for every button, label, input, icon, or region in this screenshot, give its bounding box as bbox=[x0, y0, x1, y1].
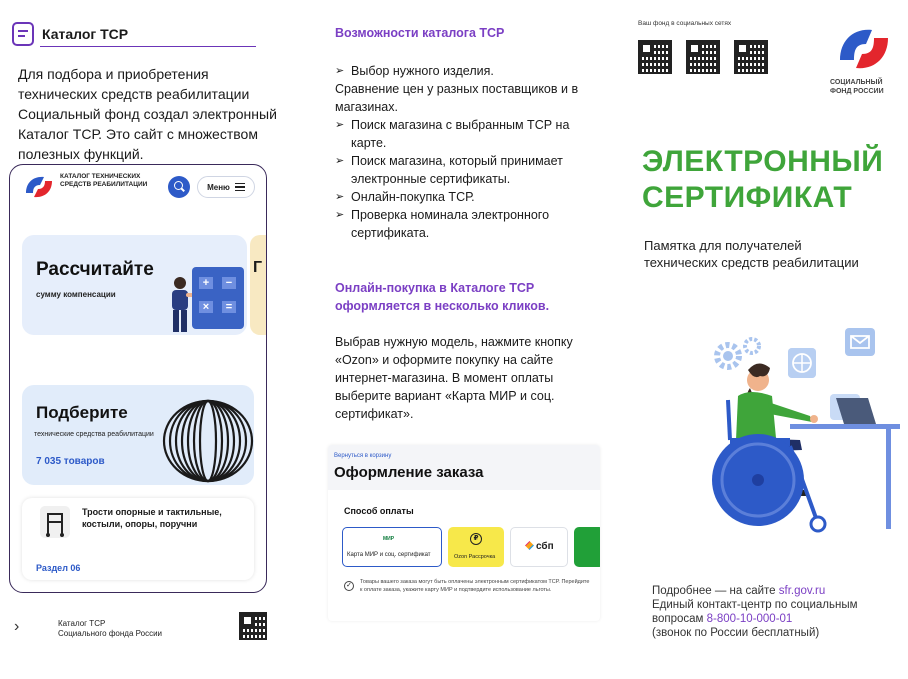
walker-icon bbox=[40, 506, 70, 538]
document-icon bbox=[12, 22, 34, 46]
payment-option-sbp[interactable] bbox=[510, 527, 568, 567]
calculator-icon: + − × = bbox=[192, 267, 244, 329]
menu-label: Меню bbox=[207, 182, 230, 192]
title-divider bbox=[40, 46, 256, 47]
search-button[interactable] bbox=[168, 176, 190, 198]
payment-option-ozon-installment[interactable]: ₽ Ozon Рассрочка bbox=[448, 527, 504, 567]
social-qr-code-1 bbox=[638, 40, 672, 74]
chevron-right-icon: › bbox=[14, 618, 20, 635]
select-card[interactable] bbox=[22, 385, 254, 485]
feature-list-item: ➢ Поиск магазина, который принимает электронные сертификаты. bbox=[335, 152, 595, 188]
feature-list-item: ➢ Выбор нужного изделия. bbox=[335, 62, 595, 80]
contact-info: Подробнее — на сайте sfr.gov.ru Единый контакт-центр по социальным вопросам 8-800-10-000-01 (звонок по России бесплатный) bbox=[652, 585, 858, 639]
cover-subtitle: Памятка для получателей технических средств реабилитации bbox=[644, 238, 859, 270]
panel-features bbox=[300, 0, 610, 679]
catalog-intro: Для подбора и приобретения технических средств реабилитации Социальный фонд создал электронный Каталог ТСР. Это сайт с множеством полезных функций. bbox=[18, 66, 277, 162]
panel-catalog bbox=[0, 0, 300, 679]
cover-title: ЭЛЕКТРОННЫЙ СЕРТИФИКАТ bbox=[642, 145, 884, 214]
catalog-logo-text: КАТАЛОГ ТЕХНИЧЕСКИХ СРЕДСТВ РЕАБИЛИТАЦИИ bbox=[60, 173, 148, 188]
compensation-card[interactable] bbox=[22, 235, 247, 335]
social-qr-code-2 bbox=[686, 40, 720, 74]
checkout-title: Оформление заказа bbox=[334, 464, 484, 481]
social-qr-code-3 bbox=[734, 40, 768, 74]
compensation-sub: сумму компенсации bbox=[36, 290, 116, 299]
site-link[interactable]: sfr.gov.ru bbox=[778, 585, 826, 597]
catalog-header bbox=[12, 22, 128, 46]
compensation-heading: Рассчитайте bbox=[36, 259, 154, 280]
select-heading: Подберите bbox=[36, 403, 128, 422]
next-card-peek: Г bbox=[250, 235, 267, 335]
category-section: Раздел 06 bbox=[36, 563, 81, 573]
features-list bbox=[335, 62, 595, 242]
select-sub: технические средства реабилитации bbox=[34, 431, 154, 438]
back-to-cart-link[interactable]: Вернуться в корзину bbox=[334, 453, 392, 459]
feature-list-item: ➢ Онлайн-покупка ТСР. bbox=[335, 188, 595, 206]
coil-spring-icon bbox=[150, 389, 254, 485]
wheelchair-user-illustration-icon bbox=[690, 320, 905, 545]
purchase-instructions: Выбрав нужную модель, нажмите кнопку «Ozon» и оформите покупку на сайте интернет-магазина. В момент оплаты выберите вариант «Карта МИР и соц. сертификат». bbox=[335, 335, 573, 421]
catalog-qr-code bbox=[239, 612, 267, 640]
ruble-icon: ₽ bbox=[470, 533, 482, 545]
social-caption: Ваш фонд в социальных сетях bbox=[638, 20, 732, 27]
menu-button[interactable] bbox=[197, 176, 255, 198]
feature-list-item: Сравнение цен у разных поставщиков и в магазинах. bbox=[335, 82, 579, 114]
online-purchase-heading: Онлайн-покупка в Каталоге ТСР оформляется в несколько кликов. bbox=[335, 281, 550, 313]
catalog-footer-caption: Каталог ТСР Социального фонда России bbox=[58, 619, 163, 638]
panel-cover bbox=[610, 0, 908, 679]
check-circle-icon: ✓ bbox=[344, 581, 354, 591]
features-heading: Возможности каталога ТСР bbox=[335, 26, 505, 40]
category-card[interactable] bbox=[22, 498, 254, 580]
mir-logo: МИР bbox=[383, 536, 395, 542]
feature-list-item: ➢ Поиск магазина с выбранным ТСР на карте. bbox=[335, 116, 595, 152]
hamburger-icon bbox=[235, 183, 245, 191]
sfr-logo-icon bbox=[836, 24, 892, 74]
payment-option-more[interactable] bbox=[574, 527, 600, 567]
sfr-logo-text: СОЦИАЛЬНЫЙ ФОНД РОССИИ bbox=[830, 79, 884, 95]
catalog-title: Каталог ТСР bbox=[42, 26, 129, 42]
phone-mockup bbox=[9, 164, 267, 593]
payment-option-mir-certificate[interactable]: МИР Карта МИР и соц. сертификат bbox=[342, 527, 442, 567]
checkout-screenshot bbox=[328, 445, 600, 621]
sbp-logo: сбп bbox=[525, 541, 554, 552]
payment-method-label: Способ оплаты bbox=[344, 506, 414, 516]
product-count: 7 035 товаров bbox=[36, 456, 105, 467]
sfr-logo-icon bbox=[22, 173, 56, 201]
certificate-note: Товары вашего заказа могут быть оплачены электронным сертификатом ТСР. Перейдите к оплате заказа, укажите карту МИР и подтвердите использование льготы. bbox=[360, 579, 590, 593]
hotline-number[interactable]: 8-800-10-000-01 bbox=[706, 613, 793, 625]
category-title: Трости опорные и тактильные, костыли, опоры, поручни bbox=[82, 507, 222, 529]
feature-list-item: ➢ Проверка номинала электронного сертификата. bbox=[335, 206, 595, 242]
